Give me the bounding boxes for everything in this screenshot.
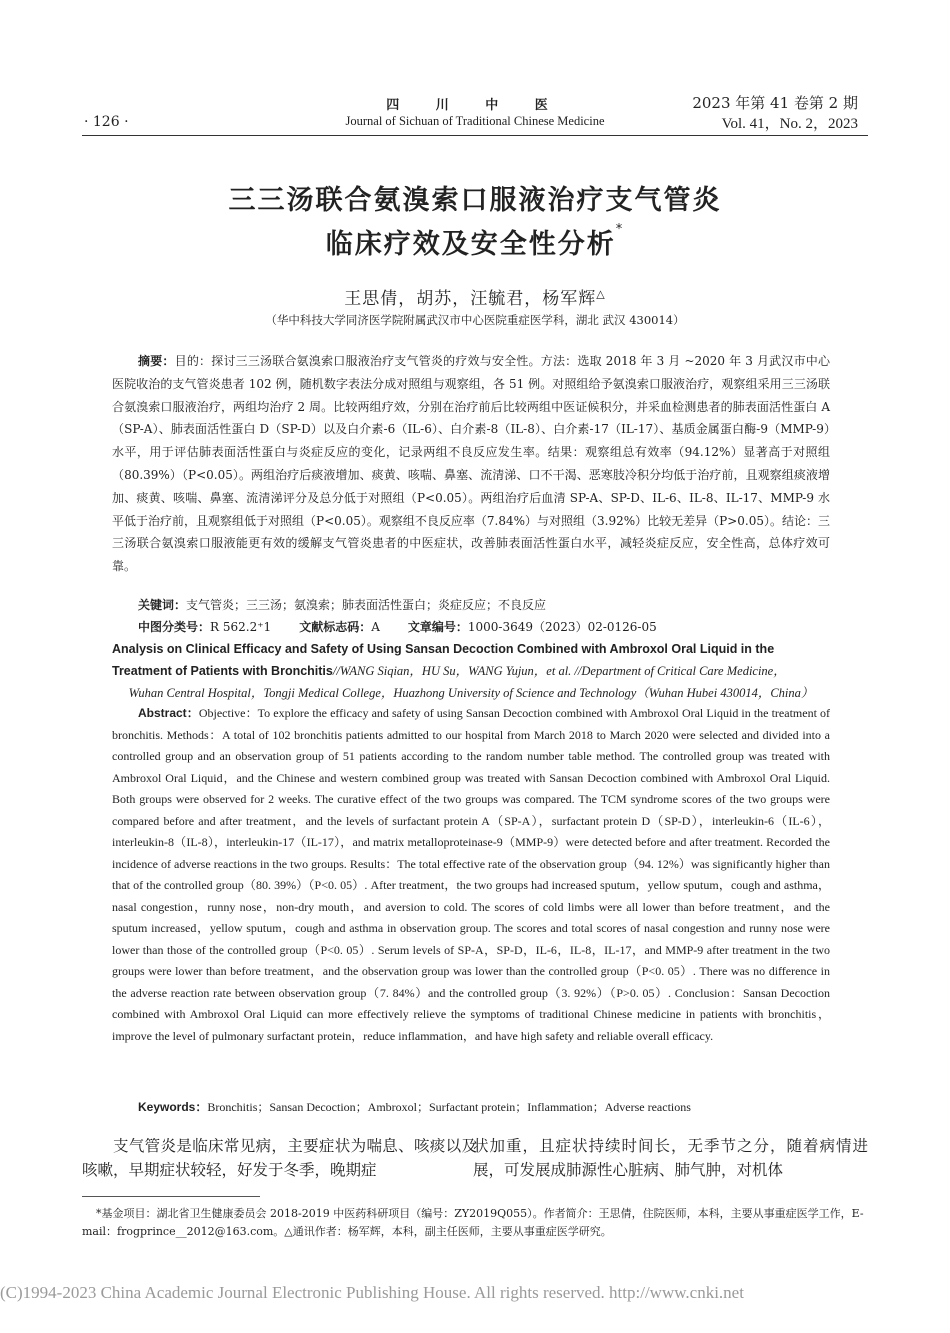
keywords-en (112, 1097, 830, 1117)
header-divider (82, 135, 868, 136)
abstract-cn-label: 摘要： (138, 354, 175, 368)
keywords-en-text: Bronchitis；Sansan Decoction；Ambroxol；Surfactant protein；Inflammation；Adverse reactions (207, 1100, 691, 1114)
body-column-left: 支气管炎是临床常见病，主要症状为喘息、咳痰以及咳嗽，早期症状较轻，好发于冬季，晚期症 (82, 1137, 477, 1179)
footnote: *基金项目：湖北省卫生健康委员会 2018-2019 中医药科研项目（编号：ZY2019Q055）。作者简介：王思倩，住院医师，本科，主要从事重症医学工作，E-mail：frogprince__2012@163.com。△通讯作者：杨军辉，本科，副主任医师，主要从事重症医学研究。 (82, 1207, 864, 1238)
article-title-text: 临床疗效及安全性分析 (325, 229, 616, 260)
corresponding-author-mark: △ (596, 287, 606, 301)
doc-code-label: 文献标志码： (299, 620, 372, 634)
english-title-block (112, 638, 830, 704)
body-column-right: 状加重，且症状持续时间长，无季节之分，随着病情进展，可发展成肺源性心脏病、肺气肿，对机体 (473, 1137, 868, 1179)
author-names: 王思倩，胡苏，汪毓君，杨军辉 (344, 289, 597, 309)
clc-value: R 562.2⁺1 (210, 620, 272, 634)
english-affiliation: Wuhan Central Hospital，Tongji Medical College，Huazhong University of Science and Technology（Wuhan Hubei 430014，China） (128, 686, 814, 700)
author-list (0, 284, 950, 309)
page-number: · 126 · (84, 114, 129, 130)
issue-info-cn: 2023 年第 41 卷第 2 期 (692, 94, 858, 112)
keywords-cn-label: 关键词： (138, 598, 187, 612)
journal-name-en: Journal of Sichuan of Traditional Chinese Medicine (345, 114, 605, 128)
author-affiliation: （华中科技大学同济医学院附属武汉市中心医院重症医学科，湖北 武汉 430014） (265, 313, 685, 327)
article-title-line-2 (0, 222, 950, 261)
article-id-value: 1000-3649（2023）02-0126-05 (467, 620, 657, 634)
abstract-en (112, 703, 830, 1047)
keywords-cn-text: 支气管炎；三三汤；氨溴索；肺表面活性蛋白；炎症反应；不良反应 (186, 598, 547, 612)
abstract-en-text: Objective：To explore the efficacy and safety of using Sansan Decoction combined with Ambroxol Oral Liquid in the treatment of bronchitis. Methods：A total of 102 bronchitis patients admitted to our hospital from March 2018 to March 2020 were selected and divided into a controlled group and an observation group of 51 patients according to the random number table method. The controlled group was treated with Ambroxol Oral Liquid，and the Chinese and western combined group was treated with Sansan Decoction combined with Ambroxol Oral Liquid. Both groups were observed for 2 weeks. The curative effect of the two groups was compared. The TCM syndrome scores of the two groups were compared before and after treatment，and the levels of surfactant protein A（SP-A），surfactant protein D（SP-D），interleukin-6（IL-6），interleukin-8（IL-8），interleukin-17（IL-17），and matrix metalloproteinase-9（MMP-9）were detected before and after treatment. Recorded the incidence of adverse reactions in the two groups. Results：The total effective rate of the observation group（94. 12%）was significantly higher than that of the controlled group（80. 39%）（P<0. 05）. After treatment，the two groups had increased sputum，yellow sputum，cough and asthma，nasal congestion，runny nose，non-dry mouth，and aversion to cold. The scores of cold limbs were all lower than before treatment，and the sputum increased，yellow sputum，cough and asthma in observation group. The scores and total scores of nasal congestion and runny nose were lower than those of the controlled group（P<0. 05）. Serum levels of SP-A，SP-D，IL-6，IL-8，IL-17，and MMP-9 after treatment in the two groups were lower than before treatment，and the observation group was lower than the controlled group（P<0. 05）. There was no difference in the adverse reaction rate between observation group（7. 84%）and the controlled group（3. 92%）（P>0. 05）. Conclusion：Sansan Decoction combined with Ambroxol Oral Liquid can more effectively relieve the symptoms of traditional Chinese medicine in patients with bronchitis，improve the level of pulmonary surfactant protein，reduce inflammation，and have high safety and reliable overall efficacy. (112, 706, 830, 1043)
article-id-label: 文章编号： (407, 620, 468, 634)
abstract-cn (112, 350, 830, 578)
issue-info-en: Vol. 41，No. 2，2023 (721, 116, 858, 132)
doc-code-value: A (371, 620, 380, 634)
keywords-en-label: Keywords： (138, 1100, 208, 1114)
abstract-en-label: Abstract： (138, 706, 199, 720)
english-authors: //WANG Siqian，HU Su，WANG Yujun，et al. //Department of Critical Care Medicine， (332, 664, 786, 678)
article-title-line-1: 三三汤联合氨溴索口服液治疗支气管炎 (228, 185, 722, 216)
journal-name-cn: 四 川 中 医 (386, 98, 564, 113)
footnote-divider (82, 1196, 260, 1197)
fund-footnote-mark: * (615, 222, 625, 237)
clc-label: 中图分类号： (138, 620, 211, 634)
classification-line (112, 616, 830, 639)
abstract-cn-text: 目的：探讨三三汤联合氨溴索口服液治疗支气管炎的疗效与安全性。方法：选取 2018 年 3 月 ~2020 年 3 月武汉市中心医院收治的支气管炎患者 102 例，随机数字表法分成对照组与观察组，各 51 例。对照组给予氨溴索口服液治疗，观察组采用三三汤联合氨溴索口服液治疗，两组均治疗 2 周。比较两组疗效，分别在治疗前后比较两组中医证候积分，并采血检测患者的肺表面活性蛋白 A（SP-A）、肺表面活性蛋白 D（SP-D）以及白介素-6（IL-6）、白介素-8（IL-8）、白介素-17（IL-17）、基质金属蛋白酶-9（MMP-9）水平，用于评估肺表面活性蛋白与炎症反应的变化，记录两组不良反应发生率。结果：观察组总有效率（94.12%）显著高于对照组（80.39%）（P<0.05）。两组治疗后痰液增加、痰黄、咳喘、鼻塞、流清涕、口不干渴、恶寒肢冷积分均低于治疗前，且观察组痰液增加、痰黄、咳喘、鼻塞、流清涕评分及总分低于对照组（P<0.05）。两组治疗后血清 SP-A、SP-D、IL-6、IL-8、IL-17、MMP-9 水平低于治疗前，且观察组低于对照组（P<0.05）。观察组不良反应率（7.84%）与对照组（3.92%）比较无差异（P>0.05）。结论：三三汤联合氨溴索口服液能更有效的缓解支气管炎患者的中医症状，改善肺表面活性蛋白水平，减轻炎症反应，安全性高，总体疗效可靠。 (112, 354, 830, 574)
english-title: Analysis on Clinical Efficacy and Safety of Using Sansan Decoction Combined with Ambroxol Oral Liquid in the Treatment of Patients with Bronchitis (112, 642, 775, 678)
keywords-cn (112, 594, 830, 617)
copyright-watermark: (C)1994-2023 China Academic Journal Electronic Publishing House. All rights reserved. http://www.cnki.net (0, 1283, 744, 1302)
